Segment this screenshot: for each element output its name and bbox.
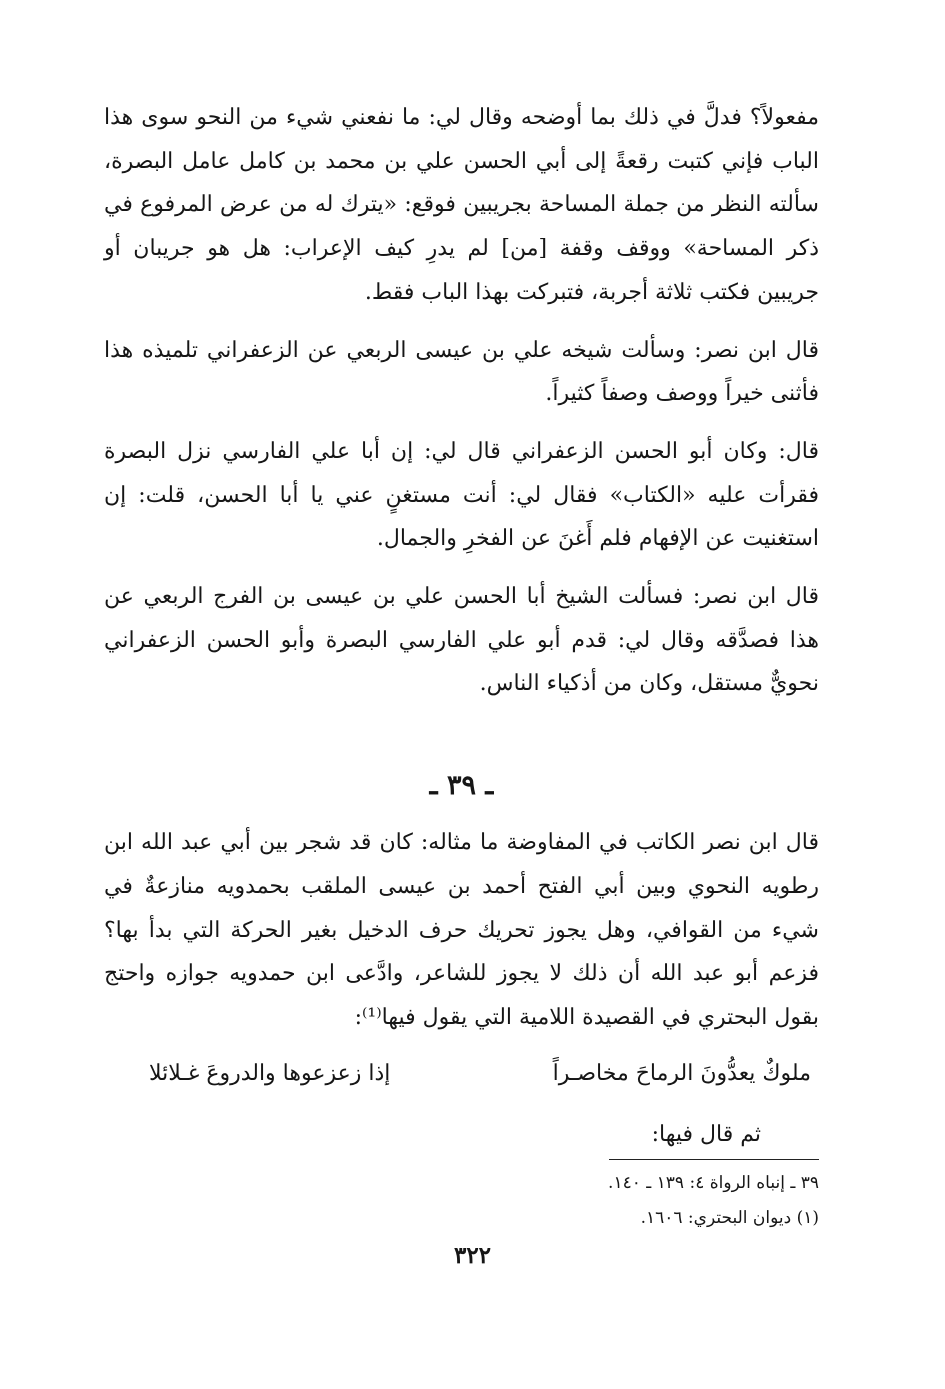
- after-verse-text: ثم قال فيها:: [651, 1122, 761, 1148]
- poem-verse: [149, 1052, 819, 1096]
- paragraph-1: مفعولاً؟ فدلَّ في ذلك بما أوضحه وقال لي: ما نفعني شيء من النحو سوى هذا الباب فإني كتبت رقعةً إلى أبي الحسن علي بن محمد بن كامل عامل البصرة، سألته النظر من جملة المساحة بجريبين فوقع: «يترك له من عرض المرفوع في ذكر المساحة» ووقف وقفة [من] لم يدرِ كيف الإعراب: هل هو جريبان أو جريبين فكتب ثلاثة أجربة، فتبركت بهذا الباب فقط.: [104, 105, 819, 305]
- footnote-source: ٣٩ ـ إنباه الرواة ٤: ١٣٩ ـ ١٤٠.: [608, 1173, 819, 1194]
- footnote-1: (١) ديوان البحتري: ١٦٠٦.: [640, 1208, 819, 1229]
- paragraph-2: قال ابن نصر: وسألت شيخه علي بن عيسى الربعي عن الزعفراني تلميذه هذا فأثنى خيراً ووصف وصفاً كثيراً.: [104, 337, 819, 407]
- verse-second-hemistich: إذا زعزعوها والدروعَ غـلائلا: [149, 1060, 391, 1086]
- section-heading: ـ ٣٩ ـ: [429, 770, 494, 802]
- page-number: ٣٢٢: [453, 1242, 492, 1269]
- footnote-divider: [609, 1159, 819, 1160]
- paragraph-4: قال ابن نصر: فسألت الشيخ أبا الحسن علي بن عيسى بن الفرج الربعي عن هذا فصدَّقه وقال لي: قدم أبو علي الفارسي البصرة وأبو الحسن الزعفراني نحويٌّ مستقل، وكان من أذكياء الناس.: [104, 584, 819, 697]
- footnotes: [104, 1166, 819, 1236]
- section-paragraph: قال ابن نصر الكاتب في المفاوضة ما مثاله: كان قد شجر بين أبي عبد الله ابن رطويه النحوي وبين أبي الفتح أحمد بن عيسى الملقب بحمدويه منازعةٌ في شيء من القوافي، وهل يجوز تحريك حرف الدخيل بغير الحركة التي بدأ بها؟ فزعم أبو عبد الله أن ذلك لا يجوز للشاعر، وادَّعى ابن حمدويه جوازه واحتج بقول البحتري في القصيدة اللامية التي يقول فيها⁽¹⁾:: [104, 830, 819, 1030]
- paragraph-3: قال: وكان أبو الحسن الزعفراني قال لي: إن أبا علي الفارسي نزل البصرة فقرأت عليه «الكتاب» فقال لي: أنت مستغنٍ عني يا أبا الحسن، قلت: إن استغنيت عن الإفهام فلم أَغنَ عن الفخرِ والجمال.: [104, 438, 819, 552]
- page-body: [104, 96, 819, 1236]
- verse-first-hemistich: ملوكٌ يعدُّونَ الرماحَ مخاصـراً: [552, 1060, 811, 1086]
